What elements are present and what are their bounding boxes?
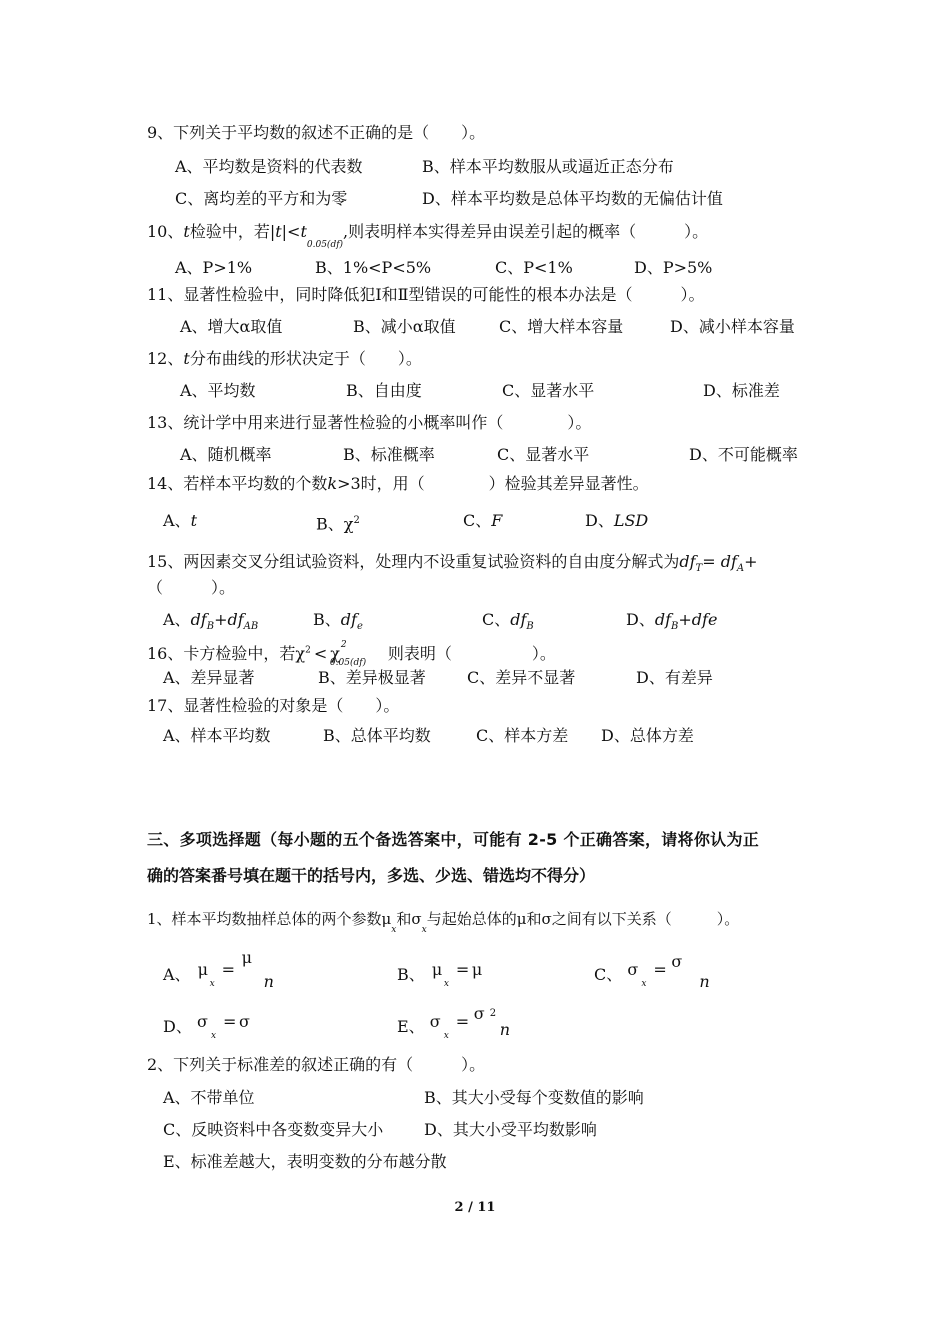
section-3-heading-line2: 确的答案番号填在题干的括号内，多选、少选、错选均不得分） <box>147 866 596 885</box>
multi-question-1-stem <box>147 909 739 940</box>
question-16-chi2: χ <box>330 644 340 663</box>
question-14-option-a <box>163 511 197 531</box>
question-9-option-d: D、样本平均数是总体平均数的无偏估计值 <box>422 189 723 208</box>
multi-question-1-option-c <box>594 952 710 991</box>
option-a-eq: = <box>221 960 236 979</box>
question-15-option-d-label: D、 <box>626 610 655 629</box>
question-14-text1: 14、若样本平均数的个数 <box>147 474 328 493</box>
option-b-eq: = <box>455 960 470 979</box>
question-14-option-a-label: A、 <box>163 511 191 530</box>
multi-question-1-and2: 和 <box>526 910 542 928</box>
question-15-option-a-df: df <box>190 610 207 629</box>
question-16-option-c: C、差异不显著 <box>467 668 576 687</box>
option-d-label: D、 <box>163 1017 192 1036</box>
question-15-option-b <box>313 610 363 637</box>
question-12-option-b: B、自由度 <box>346 381 422 400</box>
question-15-option-a-label: A、 <box>163 610 191 629</box>
question-11-option-d: D、减小样本容量 <box>670 317 795 336</box>
question-12-stem <box>147 349 422 369</box>
question-16-stem <box>147 639 556 668</box>
multi-question-1-mu2: μ <box>516 910 527 928</box>
question-17-option-c: C、样本方差 <box>476 726 569 745</box>
option-e-label: E、 <box>397 1017 425 1036</box>
multi-question-1-sub-x: x <box>391 925 397 935</box>
multi-question-1-sigma: σ <box>411 910 422 928</box>
option-d-rhs: σ <box>238 1012 250 1031</box>
multi-question-1-sigma2: σ <box>541 910 552 928</box>
question-10-text1: 检验中，若 <box>189 222 270 241</box>
question-15-eq: = df <box>702 552 737 571</box>
question-15-sub-t: T <box>695 563 703 574</box>
question-16-option-d: D、有差异 <box>636 668 713 687</box>
question-14-option-d-label: D、 <box>585 511 614 530</box>
question-10-option-b: B、1%<P<5% <box>315 258 432 277</box>
question-10-subscript: 0.05(df) <box>306 240 344 250</box>
question-16-option-a: A、差异显著 <box>163 668 255 687</box>
question-14-option-b-label: B、χ <box>316 514 354 534</box>
option-c-lhs: σ <box>627 960 639 979</box>
option-b-rhs: μ <box>471 960 483 979</box>
question-10-t2: t <box>300 222 307 241</box>
question-15-option-b-sub: e <box>356 621 363 632</box>
option-a-sub: x <box>209 979 215 989</box>
option-c-label: C、 <box>594 965 623 984</box>
question-14-text2: >3时，用（ ）检验其差异显著性。 <box>337 474 649 493</box>
question-15-option-d-tail: +dfe <box>678 610 718 629</box>
question-9-stem: 9、下列关于平均数的叙述不正确的是（ ）。 <box>147 123 486 142</box>
question-17-option-b: B、总体平均数 <box>323 726 431 745</box>
question-13-option-b: B、标准概率 <box>343 445 435 464</box>
question-16-lt: < <box>313 644 328 663</box>
option-d-sub: x <box>210 1031 217 1041</box>
option-e-eq: = <box>455 1012 470 1031</box>
question-10-option-a: A、P>1% <box>175 258 253 277</box>
question-17-option-a: A、样本平均数 <box>163 726 271 745</box>
multi-question-2-stem: 2、下列关于标准差的叙述正确的有（ ）。 <box>147 1055 486 1074</box>
question-14-k: k <box>327 474 338 493</box>
multi-question-2-option-e: E、标准差越大，表明变数的分布越分散 <box>163 1152 447 1171</box>
question-16-text2: 则表明（ ）。 <box>387 644 556 663</box>
question-15-sub-a: A <box>736 563 745 574</box>
question-9-option-a: A、平均数是资料的代表数 <box>175 157 363 176</box>
option-e-sup: 2 <box>489 1008 497 1019</box>
question-15-option-c-df: df <box>510 610 527 629</box>
question-12-text: 分布曲线的形状决定于（ ）。 <box>189 349 422 368</box>
question-15-option-b-df: df <box>340 610 357 629</box>
multi-question-1-and: 和 <box>396 910 412 928</box>
option-a-label: A、 <box>163 965 191 984</box>
question-15-formula: df <box>679 552 696 571</box>
question-12-option-a: A、平均数 <box>180 381 256 400</box>
multi-question-1-text2: 与起始总体的 <box>426 910 517 928</box>
question-15-option-b-label: B、 <box>313 610 341 629</box>
question-15-stem <box>147 552 758 579</box>
option-b-sub: x <box>443 979 449 989</box>
question-16-text1: 16、卡方检验中，若 <box>147 644 296 663</box>
question-12-option-d: D、标准差 <box>703 381 780 400</box>
multi-question-1-mu: μ <box>381 910 392 928</box>
multi-question-1-text1: 1、样本平均数抽样总体的两个参数 <box>147 910 382 928</box>
question-16-sup2: 2 <box>340 640 347 650</box>
option-e-num: σ <box>473 1004 485 1023</box>
question-12-option-c: C、显著水平 <box>502 381 595 400</box>
question-13-option-c: C、显著水平 <box>497 445 590 464</box>
question-10-t: t <box>183 222 190 241</box>
question-15-line2: （ ）。 <box>147 578 236 597</box>
question-14-option-a-var: t <box>190 511 197 530</box>
question-13-stem: 13、统计学中用来进行显著性检验的小概率叫作（ ）。 <box>147 413 592 432</box>
question-11-option-a: A、增大α取值 <box>180 317 283 336</box>
option-e-den: n <box>499 1020 511 1039</box>
multi-question-1-option-b <box>397 960 500 989</box>
question-14-option-c-var: F <box>491 511 503 530</box>
question-14-option-d-var: LSD <box>613 511 649 530</box>
question-15-option-a <box>163 610 258 637</box>
multi-question-2-option-b: B、其大小受每个变数值的影响 <box>424 1088 644 1107</box>
question-10-abs-t: |t| <box>269 222 288 241</box>
question-17-stem: 17、显著性检验的对象是（ ）。 <box>147 696 400 715</box>
question-10-number: 10、 <box>147 222 184 241</box>
question-10-option-c: C、P<1% <box>495 258 573 277</box>
question-16-subscript: 0.05(df) <box>329 658 367 668</box>
question-16-option-b: B、差异极显著 <box>318 668 426 687</box>
option-a-num: μ <box>241 948 253 967</box>
question-13-option-a: A、随机概率 <box>180 445 272 464</box>
section-3-heading-line1: 三、多项选择题（每小题的五个备选答案中，可能有 2-5 个正确答案，请将你认为正 <box>147 830 760 849</box>
question-9-option-b: B、样本平均数服从或逼近正态分布 <box>422 157 674 176</box>
page-number: 2 / 11 <box>454 1200 496 1215</box>
option-d-lhs: σ <box>196 1012 208 1031</box>
multi-question-1-option-d <box>163 1012 267 1041</box>
multi-question-1-sub-x2: x <box>421 925 427 935</box>
question-14-option-c <box>463 511 502 531</box>
question-11-stem: 11、显著性检验中，同时降低犯Ⅰ和Ⅱ型错误的可能性的根本办法是（ ）。 <box>147 285 705 304</box>
question-15-plus: + <box>744 552 758 571</box>
multi-question-1-option-a <box>163 948 276 991</box>
question-17-option-d: D、总体方差 <box>601 726 694 745</box>
option-c-num: σ <box>671 952 683 971</box>
question-12-number: 12、 <box>147 349 184 368</box>
option-c-den: n <box>699 972 710 991</box>
question-9-option-c: C、离均差的平方和为零 <box>175 189 348 208</box>
question-14-option-d <box>585 511 648 531</box>
question-13-option-d: D、不可能概率 <box>689 445 798 464</box>
option-b-lhs: μ <box>431 960 443 979</box>
multi-question-2-option-a: A、不带单位 <box>163 1088 255 1107</box>
question-12-t: t <box>183 349 190 368</box>
question-15-option-c-sub: B <box>526 621 534 632</box>
option-c-sub: x <box>641 979 647 989</box>
question-15-option-d-sub: B <box>671 621 679 632</box>
question-11-option-c: C、增大样本容量 <box>499 317 624 336</box>
question-15-option-d <box>626 610 717 637</box>
question-14-option-b-sup: 2 <box>353 515 360 526</box>
multi-question-1-option-e <box>397 1004 520 1041</box>
question-16-chi: χ <box>295 644 306 663</box>
question-10-text2: ,则表明样本实得差异由误差引起的概率（ ）。 <box>343 222 709 241</box>
question-15-option-c-label: C、 <box>482 610 511 629</box>
multi-question-1-text3: 之间有以下关系（ ）。 <box>551 910 740 928</box>
question-16-sup: 2 <box>305 645 311 656</box>
multi-question-2-option-d: D、其大小受平均数影响 <box>424 1120 597 1139</box>
multi-question-2-option-c: C、反映资料中各变数变异大小 <box>163 1120 384 1139</box>
question-11-option-b: B、减小α取值 <box>353 317 456 336</box>
option-d-eq: = <box>222 1012 237 1031</box>
question-14-stem <box>147 474 649 494</box>
option-a-den: n <box>263 972 274 991</box>
question-15-option-d-df: df <box>654 610 672 629</box>
question-14-option-c-label: C、 <box>463 511 492 530</box>
option-b-label: B、 <box>397 965 425 984</box>
question-14-option-b <box>316 511 360 534</box>
option-c-eq: = <box>653 960 667 979</box>
option-e-lhs: σ <box>429 1012 441 1031</box>
question-15-option-a-sub1: B <box>206 621 215 632</box>
option-e-sub: x <box>443 1031 449 1041</box>
question-10-lt: < <box>287 222 301 241</box>
option-a-lhs: μ <box>197 960 209 979</box>
question-15-option-a-sub2: AB <box>243 621 259 632</box>
question-15-option-a-plus: +df <box>214 610 244 629</box>
question-10-option-d: D、P>5% <box>634 258 713 277</box>
question-15-option-c <box>482 610 534 637</box>
question-10-stem <box>147 222 708 255</box>
question-15-text1: 15、两因素交叉分组试验资料，处理内不设重复试验资料的自由度分解式为 <box>147 552 680 571</box>
